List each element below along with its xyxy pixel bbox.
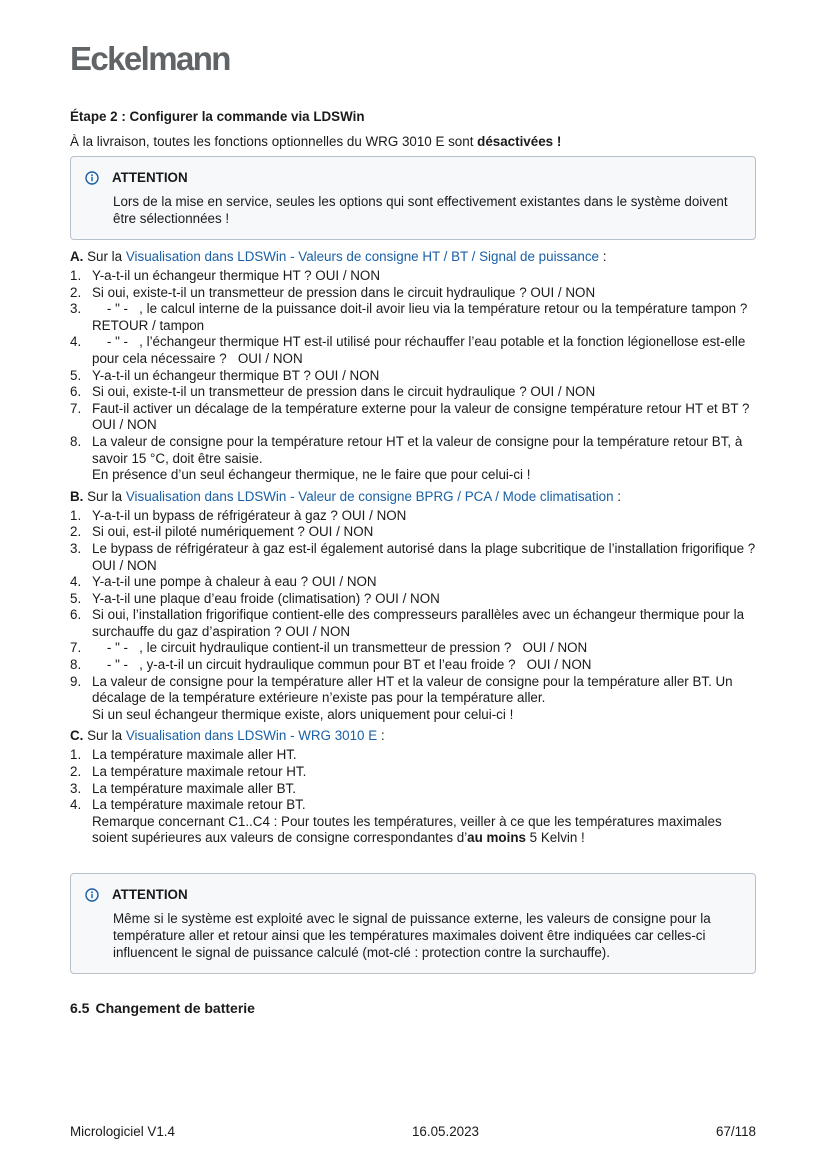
item-text: Si oui, existe-t-il un transmetteur de pression dans le circuit hydraulique ? OUI / NON <box>92 284 596 300</box>
brand-logo: Eckelmann <box>70 40 230 77</box>
item-number: 4. <box>70 334 82 350</box>
section-suffix: : <box>613 488 622 504</box>
notice-heading: ATTENTION <box>112 887 188 902</box>
item-text: La température maximale retour BT. <box>92 797 306 813</box>
item-text: Le bypass de réfrigérateur à gaz est-il également autorisé dans la plage subcritique de l’installation frigorifique ? OUI / NON <box>92 540 756 573</box>
list-item <box>70 657 756 674</box>
item-text: Y-a-t-il une pompe à chaleur à eau ? OUI / NON <box>92 574 377 590</box>
item-number: 7. <box>70 400 82 416</box>
item-number: 6. <box>70 384 82 400</box>
remark-text: Remarque concernant C1..C4 : Pour toutes les températures, veiller à ce que les températures maximales soient supérieures aux valeurs de consigne correspondantes d’ <box>92 813 722 846</box>
info-circle-icon <box>85 171 99 185</box>
step-title: Étape 2 : Configurer la commande via LDSWin <box>70 109 365 124</box>
list-item <box>70 268 756 285</box>
attention-notice <box>70 873 756 974</box>
list-item <box>70 368 756 385</box>
item-text: Y-a-t-il une plaque d’eau froide (climatisation) ? OUI / NON <box>92 590 440 606</box>
item-number: 3. <box>70 780 82 796</box>
section-suffix: : <box>377 728 385 744</box>
item-number: 2. <box>70 284 82 300</box>
item-number: 5. <box>70 590 82 606</box>
item-text: Si oui, existe-t-il un transmetteur de pression dans le circuit hydraulique ? OUI / NON <box>92 384 596 400</box>
list-item <box>70 797 756 847</box>
item-number: 3. <box>70 301 82 317</box>
item-text: La température maximale aller HT. <box>92 747 297 763</box>
item-text: Y-a-t-il un échangeur thermique HT ? OUI / NON <box>92 268 381 283</box>
section-prefix: Sur la <box>83 249 126 264</box>
item-number: 8. <box>70 433 82 449</box>
intro-text: À la livraison, toutes les fonctions optionnelles du WRG 3010 E sont <box>70 134 478 149</box>
list-item <box>70 334 756 367</box>
section-prefix: Sur la <box>83 488 126 504</box>
section-letter: B. <box>70 488 84 504</box>
section-a-intro <box>70 248 756 266</box>
list-item <box>70 781 756 798</box>
page-footer <box>70 1124 756 1139</box>
item-number: 1. <box>70 507 82 523</box>
item-number: 1. <box>70 747 82 763</box>
footer-page-number: 67/118 <box>716 1124 756 1139</box>
section-suffix: : <box>598 249 607 264</box>
list-item <box>70 607 756 640</box>
footer-firmware-version: Micrologiciel V1.4 <box>70 1124 175 1139</box>
list-item <box>70 591 756 608</box>
notice-heading: ATTENTION <box>112 170 188 185</box>
footer-date: 16.05.2023 <box>411 1124 479 1139</box>
list-item <box>70 674 756 724</box>
item-text: Y-a-t-il un bypass de réfrigérateur à gaz ? OUI / NON <box>92 507 407 523</box>
list-item <box>70 764 756 781</box>
section-prefix: Sur la <box>83 728 126 744</box>
item-number: 5. <box>70 367 82 383</box>
attention-notice <box>70 156 756 240</box>
link-visualisation-ht-bt[interactable]: Visualisation dans LDSWin - Valeurs de consigne HT / BT / Signal de puissance <box>125 249 599 264</box>
item-text: Y-a-t-il un échangeur thermique BT ? OUI / NON <box>92 367 380 383</box>
item-note: Si un seul échangeur thermique existe, alors uniquement pour celui-ci ! <box>92 706 514 722</box>
remark-emphasis: au moins <box>467 830 526 846</box>
item-number: 7. <box>70 640 82 656</box>
section-a-list <box>70 268 759 484</box>
notice-header <box>85 886 739 904</box>
info-circle-icon <box>85 888 99 902</box>
item-text: - " - , le calcul interne de la puissance doit-il avoir lieu via la température retour ou la température tampon ? RETOUR / tampon <box>92 301 759 333</box>
item-text: Faut-il activer un décalage de la température externe pour la valeur de consigne température retour HT et BT ? OUI / NON <box>92 400 750 433</box>
section-c-list <box>70 747 756 847</box>
list-item <box>70 747 756 764</box>
intro-paragraph <box>70 133 756 151</box>
item-text: La température maximale aller BT. <box>92 780 296 796</box>
item-text: La valeur de consigne pour la température aller HT et la valeur de consigne pour la température aller BT. Un décalage de la température extérieure n’existe pas pour la température aller. <box>92 673 733 706</box>
item-number: 6. <box>70 607 82 623</box>
list-item <box>70 541 756 574</box>
list-item <box>70 301 759 334</box>
item-number: 2. <box>70 764 82 780</box>
item-number: 9. <box>70 673 82 689</box>
notice-body: Même si le système est exploité avec le signal de puissance externe, les valeurs de consigne pour la température aller et retour ainsi que les températures maximales doivent être indiquées car celles-ci influencent le signal de puissance calculé (mot-clé : protection contre la surchauffe). <box>113 911 711 960</box>
section-b-intro <box>70 488 756 506</box>
page-content <box>70 108 759 1016</box>
list-item <box>70 434 756 484</box>
notice-header <box>85 169 739 187</box>
item-number: 3. <box>70 540 82 556</box>
list-item <box>70 401 756 434</box>
list-item <box>70 574 756 591</box>
item-text: - " - , l’échangeur thermique HT est-il utilisé pour réchauffer l’eau potable et la fonction légionellose est-elle pour cela nécessaire ? OUI / NON <box>92 334 750 366</box>
list-item <box>70 285 756 302</box>
section-title: Changement de batterie <box>95 1000 255 1016</box>
item-text: - " - , y-a-t-il un circuit hydraulique commun pour BT et l’eau froide ? OUI / NON <box>92 657 592 673</box>
item-text: La température maximale retour HT. <box>92 764 307 780</box>
remark-text-end: 5 Kelvin ! <box>525 830 585 846</box>
link-visualisation-wrg[interactable]: Visualisation dans LDSWin - WRG 3010 E <box>125 728 378 744</box>
list-item <box>70 508 756 525</box>
item-number: 2. <box>70 524 82 540</box>
item-text: Si oui, l’installation frigorifique contient-elle des compresseurs parallèles avec un échangeur thermique pour la surchauffe du gaz d’aspiration ? OUI / NON <box>92 607 745 639</box>
item-number: 4. <box>70 797 82 813</box>
link-visualisation-bprg[interactable]: Visualisation dans LDSWin - Valeur de consigne BPRG / PCA / Mode climatisation <box>125 488 614 504</box>
section-number: 6.5 <box>70 1000 90 1016</box>
section-heading <box>70 1000 756 1016</box>
intro-emphasis: désactivées ! <box>477 134 562 149</box>
section-letter: C. <box>70 728 84 744</box>
remark <box>92 814 722 846</box>
item-text: Si oui, est-il piloté numériquement ? OUI / NON <box>92 524 374 540</box>
item-text: La valeur de consigne pour la température retour HT et la valeur de consigne pour la température retour BT, à savoir 15 °C, doit être saisie. <box>92 433 743 466</box>
item-note: En présence d’un seul échangeur thermique, ne le faire que pour celui-ci ! <box>92 467 531 483</box>
list-item <box>70 640 756 657</box>
item-number: 8. <box>70 657 82 673</box>
list-item <box>70 384 756 401</box>
list-item <box>70 524 756 541</box>
notice-body: Lors de la mise en service, seules les options qui sont effectivement existantes dans le système doivent être sélectionnées ! <box>113 194 728 226</box>
section-letter: A. <box>70 249 84 264</box>
item-number: 4. <box>70 574 82 590</box>
section-b-list <box>70 508 756 724</box>
section-c-intro <box>70 727 756 745</box>
item-number: 1. <box>70 268 82 283</box>
item-text: - " - , le circuit hydraulique contient-il un transmetteur de pression ? OUI / NON <box>92 640 588 656</box>
